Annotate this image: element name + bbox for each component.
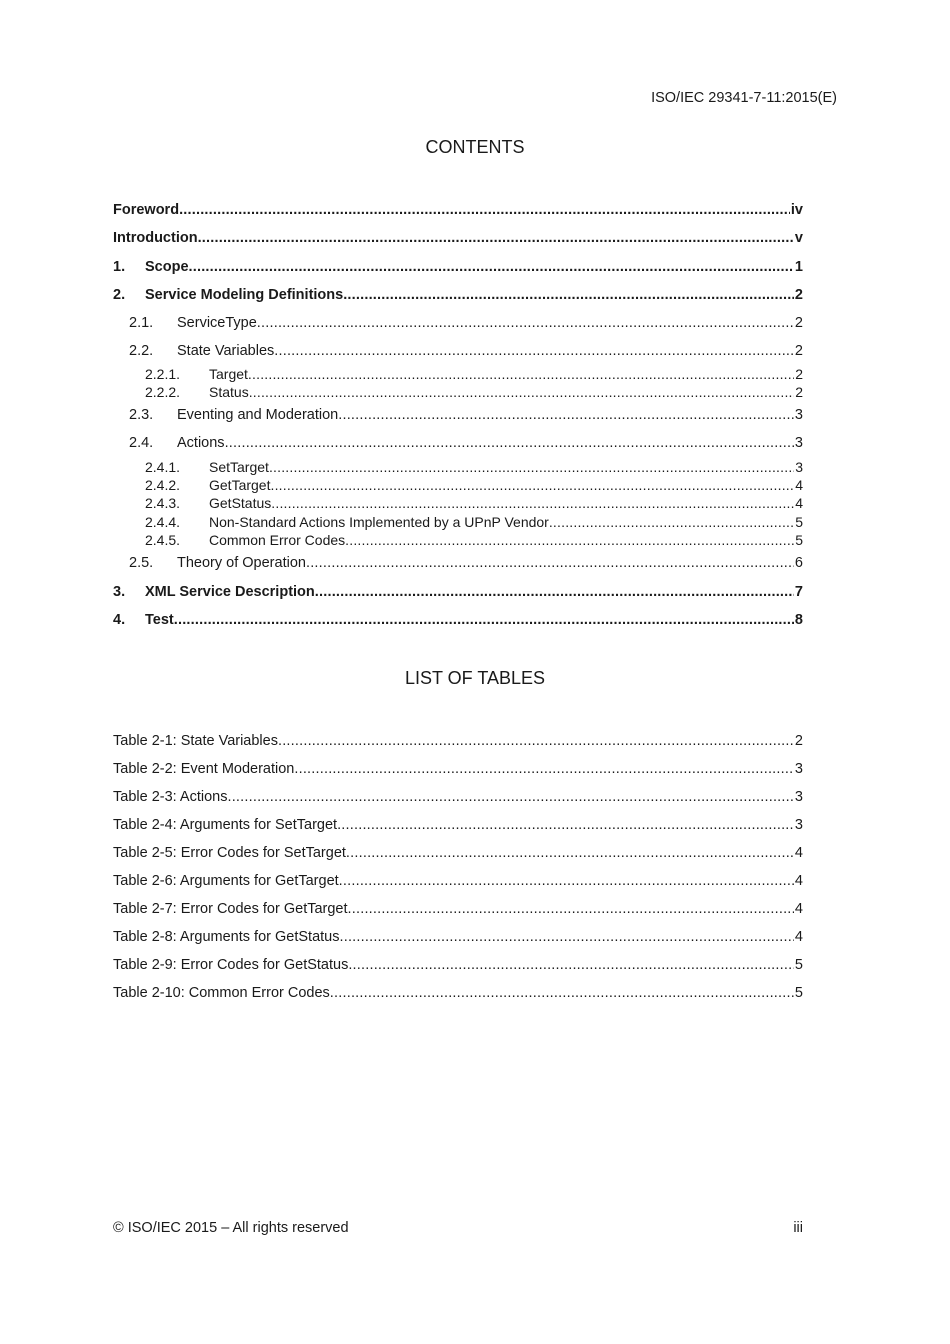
table-page: 3 [794, 789, 803, 805]
toc-entry-target[interactable] [113, 365, 803, 383]
toc-entry-test[interactable] [113, 611, 803, 629]
toc-entry-xml-service-description[interactable] [113, 583, 803, 601]
table-label: Table 2-1: State Variables [113, 733, 278, 749]
toc-label: XML Service Description [145, 584, 315, 600]
footer-copyright: © ISO/IEC 2015 – All rights reserved [113, 1220, 349, 1236]
toc-entry-common-error-codes[interactable] [113, 531, 803, 549]
toc-label: Service Modeling Definitions [145, 287, 344, 303]
toc-label: SetTarget [209, 459, 269, 475]
toc-number: 2.4.1. [145, 459, 181, 475]
toc-number: 2.2.1. [145, 366, 181, 382]
table-page: 3 [794, 817, 803, 833]
toc-number: 2.4. [129, 435, 154, 451]
table-label: Table 2-3: Actions [113, 789, 228, 805]
toc-entry-introduction[interactable] [113, 229, 803, 247]
table-page: 4 [794, 845, 803, 861]
toc-label: Common Error Codes [209, 532, 346, 548]
toc-label: Test [145, 612, 174, 628]
toc-page: 6 [794, 555, 803, 571]
table-entry[interactable] [113, 760, 803, 778]
toc-page: 2 [794, 315, 803, 331]
toc-entry-getstatus[interactable] [113, 494, 803, 512]
table-entry[interactable] [113, 844, 803, 862]
toc-label: Theory of Operation [177, 555, 306, 571]
table-entry[interactable] [113, 984, 803, 1002]
toc-label: GetTarget [209, 477, 271, 493]
toc-entry-state-variables[interactable] [113, 342, 803, 360]
toc-entry-theory-of-operation[interactable] [113, 554, 803, 572]
toc-label: Scope [145, 259, 189, 275]
table-entry[interactable] [113, 872, 803, 890]
toc-label: Introduction [113, 230, 198, 246]
toc-entry-status[interactable] [113, 383, 803, 401]
toc-entry-service-modeling[interactable] [113, 286, 803, 304]
toc-entry-gettarget[interactable] [113, 476, 803, 494]
toc-page: 3 [794, 435, 803, 451]
toc-page: 1 [794, 259, 803, 275]
table-entry[interactable] [113, 732, 803, 750]
table-entry[interactable] [113, 788, 803, 806]
toc-page: 4 [795, 495, 803, 511]
table-entry[interactable] [113, 900, 803, 918]
toc-number: 2. [113, 287, 126, 303]
toc-page: 3 [795, 459, 803, 475]
table-page: 4 [794, 901, 803, 917]
table-label: Table 2-4: Arguments for SetTarget [113, 817, 338, 833]
table-page: 5 [794, 957, 803, 973]
table-label: Table 2-6: Arguments for GetTarget [113, 873, 339, 889]
table-entry[interactable] [113, 956, 803, 974]
table-page: 4 [794, 873, 803, 889]
toc-page: 2 [795, 366, 803, 382]
table-entry[interactable] [113, 816, 803, 834]
table-page: 5 [794, 985, 803, 1001]
table-page: 4 [794, 929, 803, 945]
table-label: Table 2-2: Event Moderation [113, 761, 295, 777]
table-entry[interactable] [113, 928, 803, 946]
toc-number: 4. [113, 612, 126, 628]
toc-page: 3 [794, 407, 803, 423]
toc-label: Actions [177, 435, 225, 451]
toc-number: 2.4.4. [145, 514, 181, 530]
toc-entry-non-standard-actions[interactable] [113, 513, 803, 531]
table-page: 3 [794, 761, 803, 777]
toc-page: 5 [795, 514, 803, 530]
toc-label: State Variables [177, 343, 275, 359]
toc-entry-eventing[interactable] [113, 406, 803, 424]
toc-page: 5 [795, 532, 803, 548]
table-page: 2 [794, 733, 803, 749]
toc-number: 2.1. [129, 315, 154, 331]
footer-page-number: iii [793, 1220, 803, 1236]
table-label: Table 2-10: Common Error Codes [113, 985, 330, 1001]
document-id: ISO/IEC 29341-7-11:2015(E) [651, 90, 837, 106]
toc-page: 8 [794, 612, 803, 628]
toc-number: 2.2.2. [145, 384, 181, 400]
toc-entry-scope[interactable] [113, 258, 803, 276]
table-label: Table 2-8: Arguments for GetStatus [113, 929, 340, 945]
toc-label: ServiceType [177, 315, 257, 331]
toc-page: 2 [794, 343, 803, 359]
toc-entry-servicetype[interactable] [113, 314, 803, 332]
toc-label: Target [209, 366, 248, 382]
toc-label: Non-Standard Actions Implemented by a UPnP Vendor [209, 514, 549, 530]
toc-number: 2.2. [129, 343, 154, 359]
toc-number: 2.5. [129, 555, 154, 571]
toc-number: 2.3. [129, 407, 154, 423]
toc-page: v [794, 230, 803, 246]
list-of-tables-title: LIST OF TABLES [404, 668, 546, 688]
toc-page: iv [790, 202, 803, 218]
toc-label: Status [209, 384, 249, 400]
table-label: Table 2-7: Error Codes for GetTarget [113, 901, 348, 917]
toc-page: 4 [795, 477, 803, 493]
toc-entry-foreword[interactable] [113, 201, 803, 219]
toc-page: 7 [794, 584, 803, 600]
table-label: Table 2-5: Error Codes for SetTarget [113, 845, 346, 861]
toc-number: 2.4.3. [145, 495, 181, 511]
toc-page: 2 [794, 287, 803, 303]
toc-number: 2.4.5. [145, 532, 181, 548]
toc-label: GetStatus [209, 495, 272, 511]
toc-entry-actions[interactable] [113, 434, 803, 452]
toc-number: 1. [113, 259, 126, 275]
toc-label: Eventing and Moderation [177, 407, 339, 423]
table-label: Table 2-9: Error Codes for GetStatus [113, 957, 349, 973]
toc-number: 2.4.2. [145, 477, 181, 493]
contents-title: CONTENTS [425, 137, 525, 157]
toc-label: Foreword [113, 202, 180, 218]
toc-entry-settarget[interactable] [113, 458, 803, 476]
toc-page: 2 [795, 384, 803, 400]
toc-number: 3. [113, 584, 126, 600]
